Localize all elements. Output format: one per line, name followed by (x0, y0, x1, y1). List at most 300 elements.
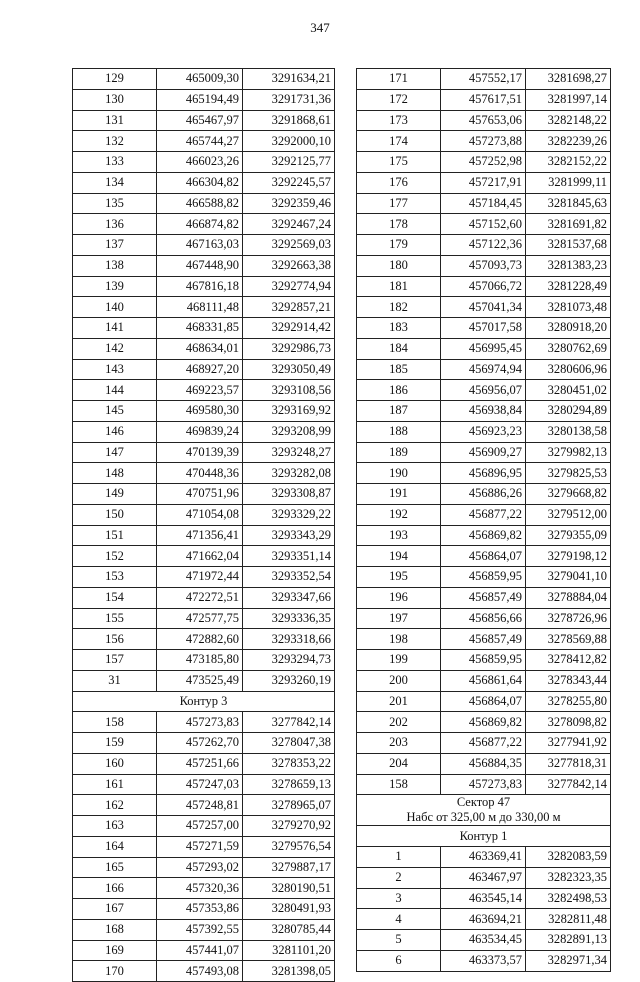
table-row (357, 712, 611, 733)
y-coordinate-cell: 3281845,63 (526, 193, 611, 214)
table-row (73, 131, 335, 152)
x-coordinate-cell: 467448,90 (157, 255, 243, 276)
x-coordinate-cell: 456864,07 (441, 691, 526, 712)
y-coordinate-cell: 3278569,88 (526, 629, 611, 650)
x-coordinate-cell: 457257,00 (157, 816, 243, 837)
table-row (357, 608, 611, 629)
point-number-cell: 31 (73, 670, 157, 691)
x-coordinate-cell: 456896,95 (441, 463, 526, 484)
y-coordinate-cell: 3280606,96 (526, 359, 611, 380)
table-row (73, 712, 335, 733)
x-coordinate-cell: 456859,95 (441, 650, 526, 671)
table-row (73, 255, 335, 276)
table-row (357, 504, 611, 525)
x-coordinate-cell: 470448,36 (157, 463, 243, 484)
point-number-cell: 136 (73, 214, 157, 235)
y-coordinate-cell: 3281691,82 (526, 214, 611, 235)
point-number-cell: 147 (73, 442, 157, 463)
y-coordinate-cell: 3293308,87 (243, 484, 335, 505)
table-row (73, 733, 335, 754)
x-coordinate-cell: 456923,23 (441, 421, 526, 442)
y-coordinate-cell: 3293347,66 (243, 587, 335, 608)
y-coordinate-cell: 3280785,44 (243, 919, 335, 940)
x-coordinate-cell: 457441,07 (157, 940, 243, 961)
x-coordinate-cell: 457247,03 (157, 774, 243, 795)
table-row (357, 380, 611, 401)
x-coordinate-cell: 457217,91 (441, 172, 526, 193)
table-row (357, 930, 611, 951)
point-number-cell: 188 (357, 421, 441, 442)
coordinates-table-right-body (357, 69, 611, 972)
table-row (357, 484, 611, 505)
y-coordinate-cell: 3279270,92 (243, 816, 335, 837)
table-row (357, 235, 611, 256)
y-coordinate-cell: 3282323,35 (526, 867, 611, 888)
y-coordinate-cell: 3293343,29 (243, 525, 335, 546)
table-row (357, 909, 611, 930)
y-coordinate-cell: 3292245,57 (243, 172, 335, 193)
y-coordinate-cell: 3280190,51 (243, 878, 335, 899)
point-number-cell: 189 (357, 442, 441, 463)
y-coordinate-cell: 3278726,96 (526, 608, 611, 629)
point-number-cell: 180 (357, 255, 441, 276)
point-number-cell: 187 (357, 401, 441, 422)
x-coordinate-cell: 457152,60 (441, 214, 526, 235)
point-number-cell: 193 (357, 525, 441, 546)
x-coordinate-cell: 471662,04 (157, 546, 243, 567)
x-coordinate-cell: 456877,22 (441, 504, 526, 525)
point-number-cell: 181 (357, 276, 441, 297)
x-coordinate-cell: 463694,21 (441, 909, 526, 930)
table-row (73, 753, 335, 774)
table-row (73, 919, 335, 940)
table-row (73, 899, 335, 920)
y-coordinate-cell: 3281383,23 (526, 255, 611, 276)
x-coordinate-cell: 457493,08 (157, 961, 243, 982)
point-number-cell: 160 (73, 753, 157, 774)
x-coordinate-cell: 457653,06 (441, 110, 526, 131)
point-number-cell: 183 (357, 318, 441, 339)
y-coordinate-cell: 3293318,66 (243, 629, 335, 650)
y-coordinate-cell: 3281999,11 (526, 172, 611, 193)
x-coordinate-cell: 470139,39 (157, 442, 243, 463)
point-number-cell: 1 (357, 847, 441, 868)
point-number-cell: 161 (73, 774, 157, 795)
y-coordinate-cell: 3279198,12 (526, 546, 611, 567)
point-number-cell: 202 (357, 712, 441, 733)
point-number-cell: 139 (73, 276, 157, 297)
point-number-cell: 135 (73, 193, 157, 214)
y-coordinate-cell: 3278343,44 (526, 670, 611, 691)
table-row (73, 878, 335, 899)
y-coordinate-cell: 3293282,08 (243, 463, 335, 484)
point-number-cell: 158 (73, 712, 157, 733)
x-coordinate-cell: 456857,49 (441, 629, 526, 650)
table-row (357, 888, 611, 909)
table-row (73, 380, 335, 401)
x-coordinate-cell: 457252,98 (441, 152, 526, 173)
x-coordinate-cell: 468927,20 (157, 359, 243, 380)
point-number-cell: 131 (73, 110, 157, 131)
point-number-cell: 151 (73, 525, 157, 546)
y-coordinate-cell: 3282083,59 (526, 847, 611, 868)
y-coordinate-cell: 3293336,35 (243, 608, 335, 629)
y-coordinate-cell: 3278098,82 (526, 712, 611, 733)
point-number-cell: 191 (357, 484, 441, 505)
y-coordinate-cell: 3277842,14 (243, 712, 335, 733)
table-row (73, 546, 335, 567)
table-row (357, 753, 611, 774)
x-coordinate-cell: 457271,59 (157, 836, 243, 857)
x-coordinate-cell: 457293,02 (157, 857, 243, 878)
table-row (73, 318, 335, 339)
point-number-cell: 3 (357, 888, 441, 909)
y-coordinate-cell: 3292663,38 (243, 255, 335, 276)
x-coordinate-cell: 456861,64 (441, 670, 526, 691)
x-coordinate-cell: 457273,88 (441, 131, 526, 152)
x-coordinate-cell: 471054,08 (157, 504, 243, 525)
point-number-cell: 177 (357, 193, 441, 214)
x-coordinate-cell: 456856,66 (441, 608, 526, 629)
table-row (357, 110, 611, 131)
x-coordinate-cell: 457184,45 (441, 193, 526, 214)
table-row (357, 670, 611, 691)
x-coordinate-cell: 463373,57 (441, 950, 526, 971)
point-number-cell: 196 (357, 587, 441, 608)
y-coordinate-cell: 3282498,53 (526, 888, 611, 909)
point-number-cell: 166 (73, 878, 157, 899)
x-coordinate-cell: 472882,60 (157, 629, 243, 650)
x-coordinate-cell: 456869,82 (441, 712, 526, 733)
y-coordinate-cell: 3293351,14 (243, 546, 335, 567)
table-row (73, 484, 335, 505)
x-coordinate-cell: 472577,75 (157, 608, 243, 629)
point-number-cell: 155 (73, 608, 157, 629)
point-number-cell: 176 (357, 172, 441, 193)
sector-header-row (357, 795, 611, 826)
point-number-cell: 153 (73, 567, 157, 588)
point-number-cell: 129 (73, 69, 157, 90)
y-coordinate-cell: 3281537,68 (526, 235, 611, 256)
table-row (357, 442, 611, 463)
table-row (73, 214, 335, 235)
point-number-cell: 146 (73, 421, 157, 442)
x-coordinate-cell: 457320,36 (157, 878, 243, 899)
table-row (73, 442, 335, 463)
y-coordinate-cell: 3282148,22 (526, 110, 611, 131)
x-coordinate-cell: 465009,30 (157, 69, 243, 90)
table-row (73, 110, 335, 131)
table-row (357, 867, 611, 888)
table-row (73, 235, 335, 256)
y-coordinate-cell: 3282971,34 (526, 950, 611, 971)
y-coordinate-cell: 3292125,77 (243, 152, 335, 173)
page-number: 347 (310, 20, 330, 35)
y-coordinate-cell: 3279041,10 (526, 567, 611, 588)
y-coordinate-cell: 3293352,54 (243, 567, 335, 588)
x-coordinate-cell: 457251,66 (157, 753, 243, 774)
y-coordinate-cell: 3292986,73 (243, 338, 335, 359)
x-coordinate-cell: 457392,55 (157, 919, 243, 940)
x-coordinate-cell: 469580,30 (157, 401, 243, 422)
x-coordinate-cell: 456909,27 (441, 442, 526, 463)
y-coordinate-cell: 3280138,58 (526, 421, 611, 442)
x-coordinate-cell: 457353,86 (157, 899, 243, 920)
table-row (73, 795, 335, 816)
table-row (357, 587, 611, 608)
y-coordinate-cell: 3282811,48 (526, 909, 611, 930)
table-row (357, 463, 611, 484)
table-row (73, 816, 335, 837)
section-header-row (357, 826, 611, 847)
y-coordinate-cell: 3280762,69 (526, 338, 611, 359)
y-coordinate-cell: 3282239,26 (526, 131, 611, 152)
y-coordinate-cell: 3278353,22 (243, 753, 335, 774)
table-row (357, 214, 611, 235)
x-coordinate-cell: 463369,41 (441, 847, 526, 868)
point-number-cell: 164 (73, 836, 157, 857)
table-row (73, 961, 335, 982)
table-row (357, 69, 611, 90)
point-number-cell: 197 (357, 608, 441, 629)
x-coordinate-cell: 470751,96 (157, 484, 243, 505)
x-coordinate-cell: 457273,83 (157, 712, 243, 733)
point-number-cell: 172 (357, 89, 441, 110)
point-number-cell: 200 (357, 670, 441, 691)
y-coordinate-cell: 3278255,80 (526, 691, 611, 712)
table-row (357, 691, 611, 712)
point-number-cell: 157 (73, 650, 157, 671)
point-number-cell: 179 (357, 235, 441, 256)
point-number-cell: 149 (73, 484, 157, 505)
y-coordinate-cell: 3292774,94 (243, 276, 335, 297)
point-number-cell: 143 (73, 359, 157, 380)
y-coordinate-cell: 3281101,20 (243, 940, 335, 961)
table-row (73, 69, 335, 90)
point-number-cell: 144 (73, 380, 157, 401)
table-row (73, 359, 335, 380)
point-number-cell: 192 (357, 504, 441, 525)
y-coordinate-cell: 3291634,21 (243, 69, 335, 90)
point-number-cell: 150 (73, 504, 157, 525)
x-coordinate-cell: 467816,18 (157, 276, 243, 297)
point-number-cell: 173 (357, 110, 441, 131)
table-row (73, 587, 335, 608)
table-row (73, 504, 335, 525)
y-coordinate-cell: 3279355,09 (526, 525, 611, 546)
table-row (73, 276, 335, 297)
table-row (357, 546, 611, 567)
table-row (357, 193, 611, 214)
point-number-cell: 163 (73, 816, 157, 837)
table-row (357, 276, 611, 297)
y-coordinate-cell: 3282891,13 (526, 930, 611, 951)
y-coordinate-cell: 3292857,21 (243, 297, 335, 318)
point-number-cell: 198 (357, 629, 441, 650)
x-coordinate-cell: 468111,48 (157, 297, 243, 318)
y-coordinate-cell: 3293108,56 (243, 380, 335, 401)
y-coordinate-cell: 3277842,14 (526, 774, 611, 795)
x-coordinate-cell: 473185,80 (157, 650, 243, 671)
point-number-cell: 185 (357, 359, 441, 380)
point-number-cell: 184 (357, 338, 441, 359)
point-number-cell: 195 (357, 567, 441, 588)
coordinates-table-left (72, 68, 335, 982)
x-coordinate-cell: 456857,49 (441, 587, 526, 608)
x-coordinate-cell: 463534,45 (441, 930, 526, 951)
point-number-cell: 140 (73, 297, 157, 318)
x-coordinate-cell: 468634,01 (157, 338, 243, 359)
y-coordinate-cell: 3293208,99 (243, 421, 335, 442)
point-number-cell: 154 (73, 587, 157, 608)
table-row (73, 89, 335, 110)
x-coordinate-cell: 466304,82 (157, 172, 243, 193)
coordinates-table-right (356, 68, 611, 972)
y-coordinate-cell: 3293050,49 (243, 359, 335, 380)
point-number-cell: 142 (73, 338, 157, 359)
x-coordinate-cell: 457093,73 (441, 255, 526, 276)
table-row (73, 338, 335, 359)
point-number-cell: 6 (357, 950, 441, 971)
x-coordinate-cell: 457122,36 (441, 235, 526, 256)
point-number-cell: 182 (357, 297, 441, 318)
x-coordinate-cell: 456938,84 (441, 401, 526, 422)
point-number-cell: 148 (73, 463, 157, 484)
point-number-cell: 152 (73, 546, 157, 567)
sector-title: Сектор 47 (456, 795, 511, 810)
table-row (357, 131, 611, 152)
point-number-cell: 165 (73, 857, 157, 878)
x-coordinate-cell: 456886,26 (441, 484, 526, 505)
y-coordinate-cell: 3280294,89 (526, 401, 611, 422)
table-row (357, 650, 611, 671)
coordinates-table-left-body (73, 69, 335, 982)
table-row (73, 152, 335, 173)
x-coordinate-cell: 467163,03 (157, 235, 243, 256)
point-number-cell: 159 (73, 733, 157, 754)
x-coordinate-cell: 471972,44 (157, 567, 243, 588)
point-number-cell: 203 (357, 733, 441, 754)
table-row (73, 421, 335, 442)
x-coordinate-cell: 468331,85 (157, 318, 243, 339)
section-header-row (73, 691, 335, 712)
table-row (357, 359, 611, 380)
y-coordinate-cell: 3278412,82 (526, 650, 611, 671)
y-coordinate-cell: 3280451,02 (526, 380, 611, 401)
x-coordinate-cell: 471356,41 (157, 525, 243, 546)
x-coordinate-cell: 457552,17 (441, 69, 526, 90)
point-number-cell: 178 (357, 214, 441, 235)
x-coordinate-cell: 457273,83 (441, 774, 526, 795)
y-coordinate-cell: 3279668,82 (526, 484, 611, 505)
y-coordinate-cell: 3279887,17 (243, 857, 335, 878)
y-coordinate-cell: 3292000,10 (243, 131, 335, 152)
y-coordinate-cell: 3292914,42 (243, 318, 335, 339)
x-coordinate-cell: 456869,82 (441, 525, 526, 546)
y-coordinate-cell: 3292359,46 (243, 193, 335, 214)
x-coordinate-cell: 456974,94 (441, 359, 526, 380)
y-coordinate-cell: 3280918,20 (526, 318, 611, 339)
point-number-cell: 4 (357, 909, 441, 930)
point-number-cell: 162 (73, 795, 157, 816)
point-number-cell: 170 (73, 961, 157, 982)
sector-altitude-range: Набс от 325,00 м до 330,00 м (406, 810, 561, 825)
x-coordinate-cell: 465467,97 (157, 110, 243, 131)
x-coordinate-cell: 473525,49 (157, 670, 243, 691)
table-row (73, 629, 335, 650)
table-row (357, 297, 611, 318)
table-row (357, 421, 611, 442)
y-coordinate-cell: 3279982,13 (526, 442, 611, 463)
table-row (73, 567, 335, 588)
table-row (357, 172, 611, 193)
y-coordinate-cell: 3293169,92 (243, 401, 335, 422)
point-number-cell: 174 (357, 131, 441, 152)
point-number-cell: 145 (73, 401, 157, 422)
x-coordinate-cell: 463467,97 (441, 867, 526, 888)
point-number-cell: 156 (73, 629, 157, 650)
point-number-cell: 169 (73, 940, 157, 961)
x-coordinate-cell: 456864,07 (441, 546, 526, 567)
table-row (357, 401, 611, 422)
table-row (73, 463, 335, 484)
y-coordinate-cell: 3279576,54 (243, 836, 335, 857)
table-row (73, 525, 335, 546)
table-row (357, 255, 611, 276)
y-coordinate-cell: 3291868,61 (243, 110, 335, 131)
y-coordinate-cell: 3281228,49 (526, 276, 611, 297)
point-number-cell: 134 (73, 172, 157, 193)
y-coordinate-cell: 3293294,73 (243, 650, 335, 671)
table-row (73, 172, 335, 193)
y-coordinate-cell: 3278047,38 (243, 733, 335, 754)
table-row (357, 338, 611, 359)
contour-heading: Контур 3 (73, 691, 335, 712)
x-coordinate-cell: 466874,82 (157, 214, 243, 235)
point-number-cell: 130 (73, 89, 157, 110)
table-row (73, 401, 335, 422)
x-coordinate-cell: 465744,27 (157, 131, 243, 152)
point-number-cell: 167 (73, 899, 157, 920)
contour-heading: Контур 1 (357, 826, 611, 847)
y-coordinate-cell: 3278884,04 (526, 587, 611, 608)
y-coordinate-cell: 3292467,24 (243, 214, 335, 235)
x-coordinate-cell: 469839,24 (157, 421, 243, 442)
table-row (73, 670, 335, 691)
x-coordinate-cell: 457262,70 (157, 733, 243, 754)
point-number-cell: 5 (357, 930, 441, 951)
y-coordinate-cell: 3279512,00 (526, 504, 611, 525)
y-coordinate-cell: 3281073,48 (526, 297, 611, 318)
y-coordinate-cell: 3281398,05 (243, 961, 335, 982)
y-coordinate-cell: 3278659,13 (243, 774, 335, 795)
x-coordinate-cell: 456884,35 (441, 753, 526, 774)
y-coordinate-cell: 3277818,31 (526, 753, 611, 774)
x-coordinate-cell: 457248,81 (157, 795, 243, 816)
y-coordinate-cell: 3282152,22 (526, 152, 611, 173)
table-row (73, 193, 335, 214)
y-coordinate-cell: 3278965,07 (243, 795, 335, 816)
table-row (73, 836, 335, 857)
x-coordinate-cell: 456995,45 (441, 338, 526, 359)
y-coordinate-cell: 3293248,27 (243, 442, 335, 463)
point-number-cell: 158 (357, 774, 441, 795)
y-coordinate-cell: 3291731,36 (243, 89, 335, 110)
x-coordinate-cell: 457066,72 (441, 276, 526, 297)
point-number-cell: 133 (73, 152, 157, 173)
y-coordinate-cell: 3281997,14 (526, 89, 611, 110)
table-row (357, 318, 611, 339)
